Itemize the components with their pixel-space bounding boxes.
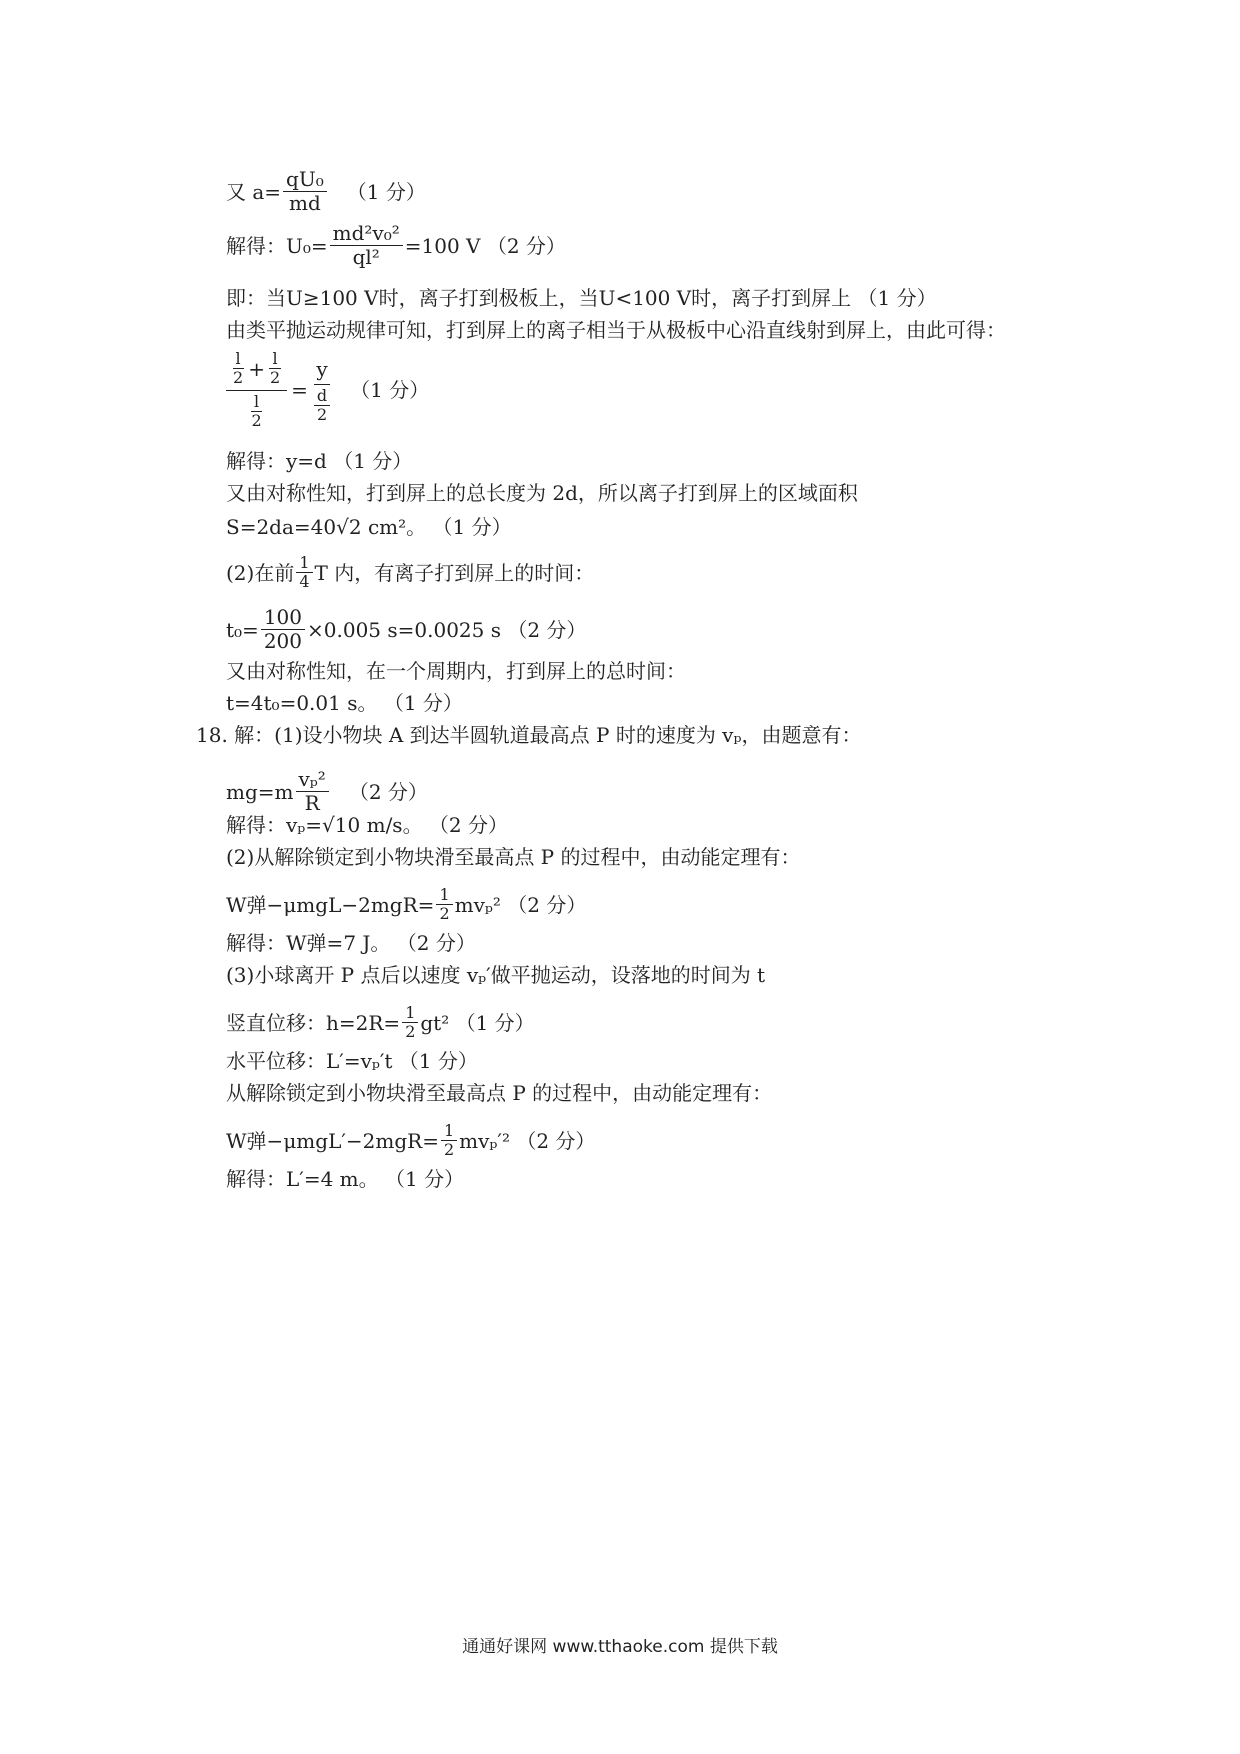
- text: 又 a=: [226, 179, 282, 204]
- fraction: [330, 222, 403, 269]
- fraction: $\frac{l}{2}$: [269, 349, 281, 388]
- text-line-symmetry: 又由对称性知，打到屏上的总长度为 2d，所以离子打到屏上的区域面积: [226, 481, 858, 505]
- fraction: $\frac{1}{2}$: [441, 1122, 457, 1160]
- equation-energy-1: W弹−μmgL−2mgR= $\frac{1}{2}$ mvₚ² （2 分）: [226, 885, 587, 924]
- compound-fraction: $\frac{y}{\frac{d}{2}}$: [312, 356, 332, 425]
- page-footer: 通通好课网 www.tthaoke.com 提供下载: [462, 1637, 778, 1657]
- text-line-energy-again: 从解除锁定到小物块滑至最高点 P 的过程中，由动能定理有：: [226, 1081, 773, 1105]
- fraction: $\frac{d}{2}$: [314, 387, 330, 425]
- text-line-part2-energy: (2)从解除锁定到小物块滑至最高点 P 的过程中，由动能定理有：: [226, 845, 801, 869]
- fraction: $\frac{l}{2}$: [233, 349, 244, 388]
- text-line-part2: (2)在前 $\frac{1}{4}$ T 内，有离子打到屏上的时间：: [226, 553, 595, 592]
- numerator: qU₀: [283, 168, 327, 192]
- text-line-reasoning: 由类平抛运动规律可知，打到屏上的离子相当于从极板中心沿直线射到屏上，由此可得：: [226, 318, 1006, 342]
- fraction: $\frac{1}{2}$: [436, 886, 452, 924]
- text-line-solve-y: 解得：y=d （1 分）: [226, 449, 413, 473]
- text-line-vp: 解得：vₚ=√10 m/s。 （2 分）: [226, 813, 509, 837]
- text: =100 V （2 分）: [404, 233, 566, 258]
- equation-t0: t₀= $\frac{100}{200}$ ×0.005 s=0.0025 s （2 分）: [226, 605, 587, 653]
- fraction: $\frac{l}{2}$: [251, 391, 262, 431]
- fraction: $\frac{1}{2}$: [402, 1004, 418, 1042]
- text-line-work: 解得：W弹=7 J。 （2 分）: [226, 931, 476, 955]
- denominator: md: [289, 191, 321, 215]
- fraction: $\frac{100}{200}$: [261, 606, 305, 653]
- fraction: [283, 168, 327, 215]
- equation-acceleration: [226, 168, 426, 215]
- fraction: $\frac{1}{4}$: [296, 554, 312, 592]
- numerator: md²v₀²: [330, 222, 403, 246]
- text-line-final: 解得：L′=4 m。 （1 分）: [226, 1167, 465, 1191]
- equation-u0: [226, 222, 566, 269]
- text: 解得：U₀=: [226, 233, 328, 258]
- text-line-condition: 即：当U≥100 V时，离子打到极板上，当U<100 V时，离子打到屏上 （1 分）: [226, 286, 937, 310]
- score-note: （1 分）: [350, 378, 430, 403]
- denominator: ql²: [352, 245, 380, 269]
- text-line-symmetry-time: 又由对称性知，在一个周期内，打到屏上的总时间：: [226, 659, 686, 683]
- equation-centripetal: mg=m $\frac{\text{vₚ²}}{R}$ （2 分）: [226, 767, 428, 815]
- text-line-horizontal: 水平位移：L′=vₚ′t （1 分）: [226, 1049, 478, 1073]
- equation-energy-2: W弹−μmgL′−2mgR= $\frac{1}{2}$ mvₚ′² （2 分）: [226, 1121, 596, 1160]
- fraction: $\frac{\text{vₚ²}}{R}$: [296, 768, 329, 815]
- score-note: （1 分）: [346, 179, 426, 204]
- question-18-heading: 18. 解：(1)设小物块 A 到达半圆轨道最高点 P 时的速度为 vₚ，由题意有：: [196, 723, 862, 747]
- equation-vertical: 竖直位移：h=2R= $\frac{1}{2}$ gt² （1 分）: [226, 1003, 535, 1042]
- compound-fraction: $\frac{l}{2}$ + $\frac{l}{2}$ $\frac{l}{2}$: [226, 350, 287, 431]
- equation-similar-triangles: $\frac{l}{2}$ + $\frac{l}{2}$ $\frac{l}{2}$ = $\frac{y}{\frac{d}{2}}$ （1 分）: [226, 350, 429, 431]
- text-line-area: S=2da=40√2 cm²。 （1 分）: [226, 515, 512, 539]
- text-line-part3: (3)小球离开 P 点后以速度 vₚ′做平抛运动，设落地的时间为 t: [226, 963, 766, 987]
- text-line-total-time: t=4t₀=0.01 s。 （1 分）: [226, 691, 463, 715]
